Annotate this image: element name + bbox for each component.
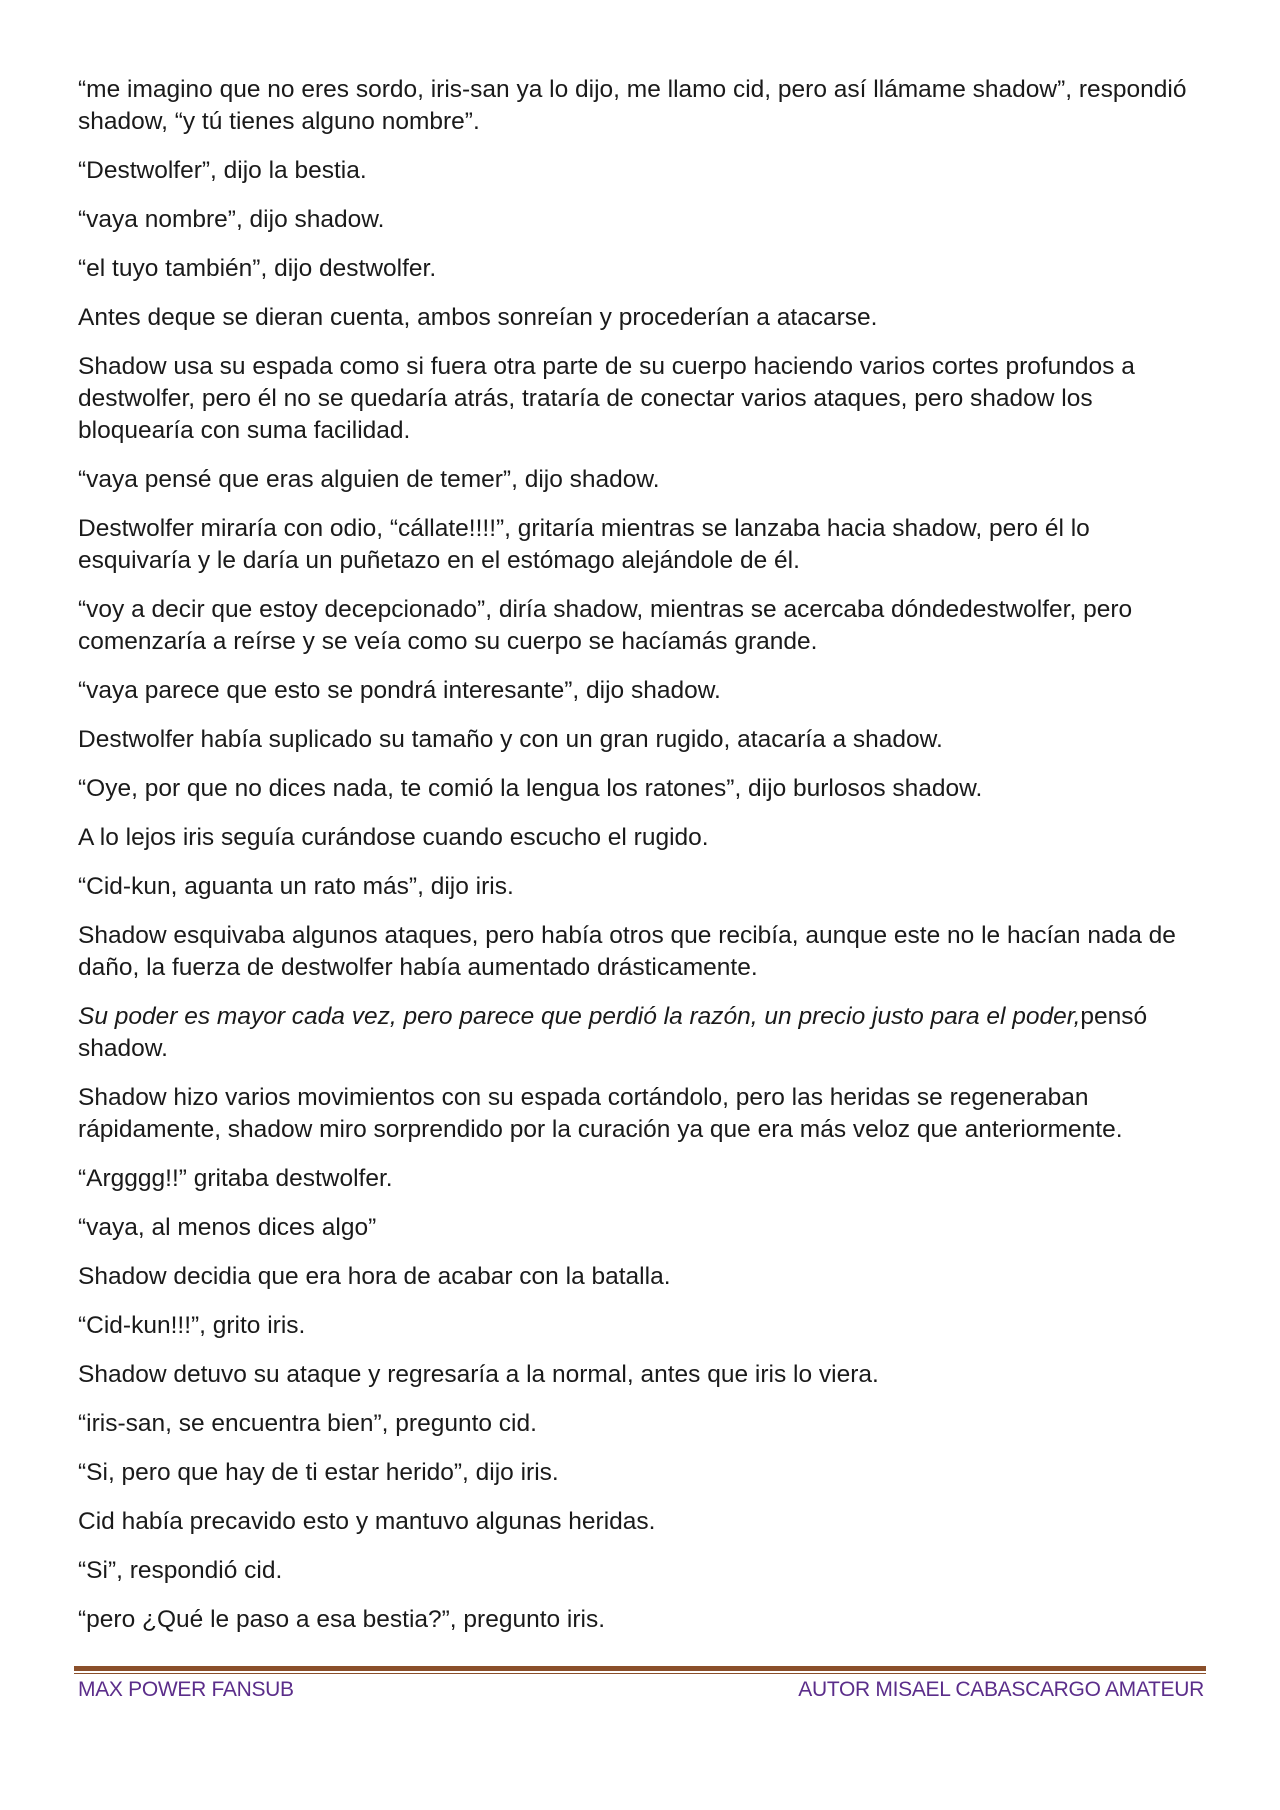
paragraph: “vaya parece que esto se pondrá interesante”, dijo shadow. — [78, 677, 721, 704]
paragraph: “vaya, al menos dices algo” — [78, 1214, 377, 1241]
paragraph: Cid había precavido esto y mantuvo algunas heridas. — [78, 1508, 656, 1535]
paragraph: “Argggg!!” gritaba destwolfer. — [78, 1165, 393, 1192]
paragraph: A lo lejos iris seguía curándose cuando escucho el rugido. — [78, 824, 709, 851]
paragraph: Shadow detuvo su ataque y regresaría a la normal, antes que iris lo viera. — [78, 1361, 879, 1388]
paragraph: “vaya nombre”, dijo shadow. — [78, 206, 385, 233]
thought-text: Su poder es mayor cada vez, pero parece que perdió la razón, un precio justo para el poder, — [78, 1003, 1081, 1030]
paragraph: “el tuyo también”, dijo destwolfer. — [78, 255, 437, 282]
footer-right-text: AUTOR MISAEL CABASCARGO AMATEUR — [798, 1678, 1204, 1701]
paragraph: Antes deque se dieran cuenta, ambos sonreían y procederían a atacarse. — [78, 304, 878, 331]
paragraph: “iris-san, se encuentra bien”, pregunto cid. — [78, 1410, 537, 1437]
paragraph: “vaya pensé que eras alguien de temer”, dijo shadow. — [78, 466, 660, 493]
paragraph: Shadow usa su espada como si fuera otra parte de su cuerpo haciendo varios cortes profundos a destwolfer, pero él no se quedaría atrás, trataría de conectar varios ataques, pero shadow los bloquearía con suma facilidad. — [78, 353, 1135, 444]
footer-divider-thin — [74, 1673, 1206, 1674]
paragraph: Shadow esquivaba algunos ataques, pero había otros que recibía, aunque este no le hacían nada de daño, la fuerza de destwolfer había aumentado drásticamente. — [78, 922, 1176, 981]
paragraph: “Cid-kun!!!”, grito iris. — [78, 1312, 306, 1339]
paragraph: “Si”, respondió cid. — [78, 1557, 283, 1584]
paragraph: Destwolfer había suplicado su tamaño y con un gran rugido, atacaría a shadow. — [78, 726, 943, 753]
thought-paragraph — [78, 1001, 1202, 1065]
paragraph: Shadow hizo varios movimientos con su espada cortándolo, pero las heridas se regeneraban rápidamente, shadow miro sorprendido por la curación ya que era más veloz que anteriormente. — [78, 1084, 1123, 1143]
paragraph: “Oye, por que no dices nada, te comió la lengua los ratones”, dijo burlosos shadow. — [78, 775, 983, 802]
footer-divider — [74, 1666, 1206, 1674]
paragraph: “Si, pero que hay de ti estar herido”, dijo iris. — [78, 1459, 559, 1486]
paragraph: “me imagino que no eres sordo, iris-san ya lo dijo, me llamo cid, pero así llámame shadow”, respondió shadow, “y tú tienes alguno nombre”. — [78, 76, 1187, 135]
paragraph: Destwolfer miraría con odio, “cállate!!!!”, gritaría mientras se lanzaba hacia shadow, pero él lo esquivaría y le daría un puñetazo en el estómago alejándole de él. — [78, 515, 1090, 574]
footer-divider-thick — [74, 1666, 1206, 1671]
paragraph: “pero ¿Qué le paso a esa bestia?”, pregunto iris. — [78, 1606, 606, 1633]
paragraph: “voy a decir que estoy decepcionado”, diría shadow, mientras se acercaba dóndedestwolfer, pero comenzaría a reírse y se veía como su cuerpo se hacíamás grande. — [78, 596, 1133, 655]
thought-attribution: pensó shadow. — [78, 1003, 1148, 1062]
paragraph: “Destwolfer”, dijo la bestia. — [78, 157, 367, 184]
paragraph: Shadow decidia que era hora de acabar con la batalla. — [78, 1263, 671, 1290]
footer-left-text: MAX POWER FANSUB — [78, 1678, 294, 1701]
paragraph: “Cid-kun, aguanta un rato más”, dijo iris. — [78, 873, 514, 900]
document-body — [78, 74, 1202, 1653]
